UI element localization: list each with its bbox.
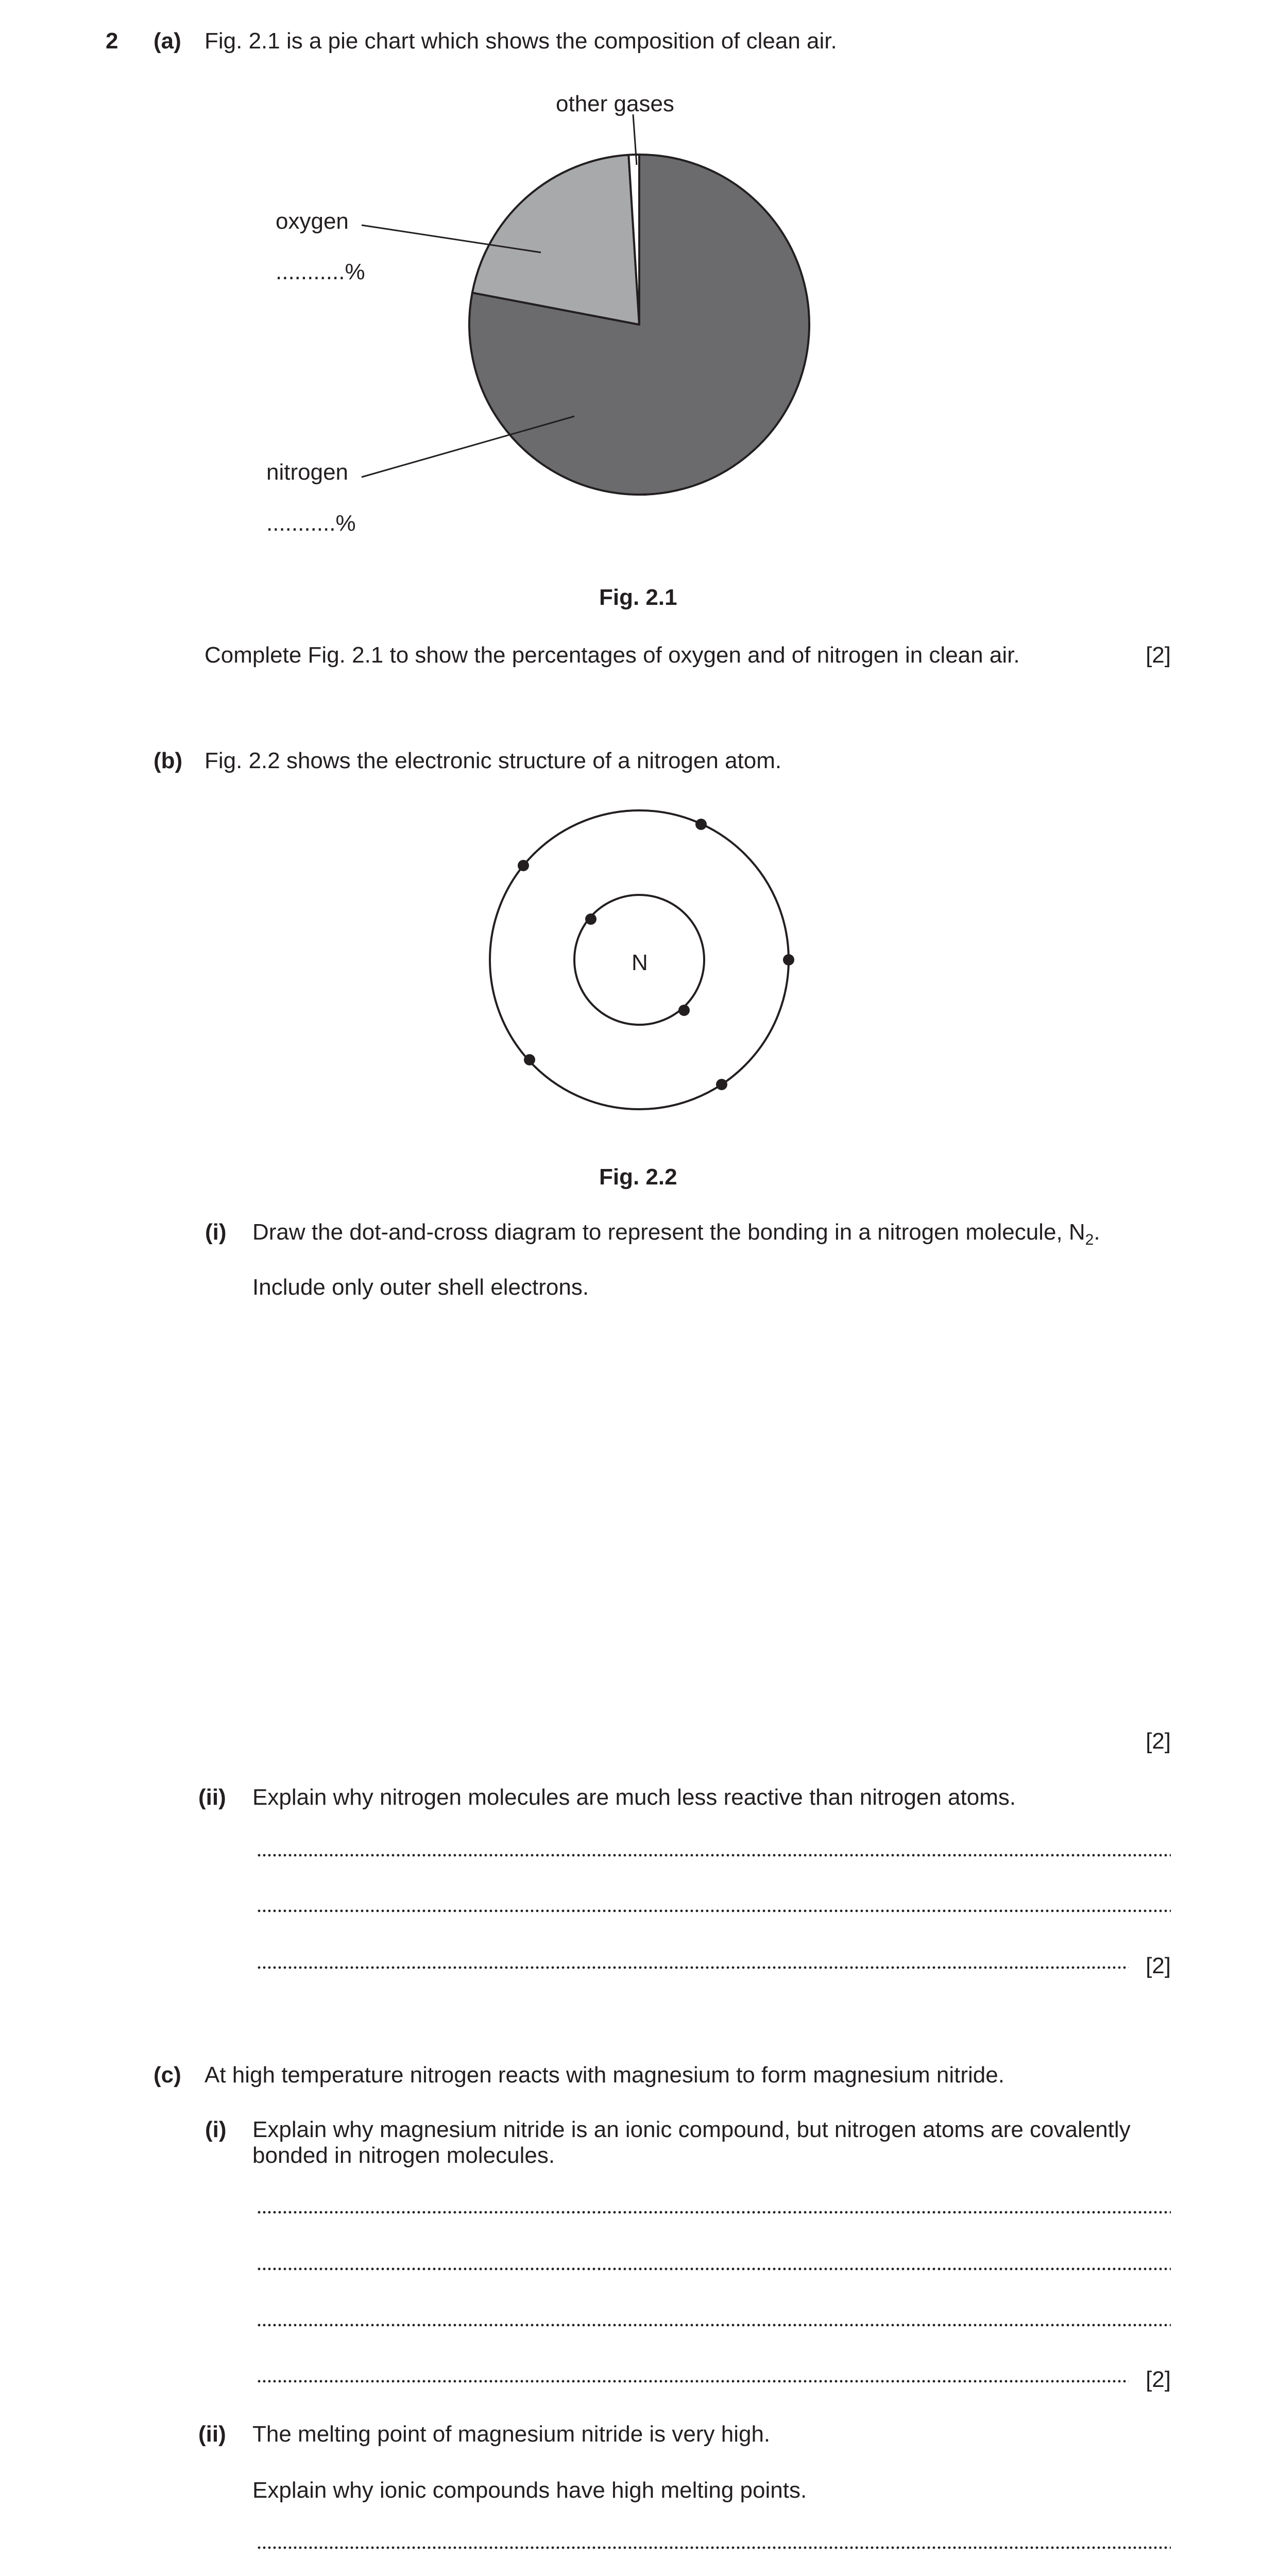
answer-line[interactable] — [257, 2542, 1171, 2553]
answer-line[interactable] — [257, 1850, 1171, 1861]
part-c-ii-explain: Explain why ionic compounds have high melting points. — [252, 2478, 807, 2503]
part-b-ii-text: Explain why nitrogen molecules are much less reactive than nitrogen atoms. — [252, 1785, 1016, 1810]
label-oxygen: oxygen — [276, 209, 349, 234]
part-c-i-marks: [2] — [1146, 2367, 1171, 2392]
part-b-i-subscript: 2 — [1085, 1231, 1094, 1248]
electron-outer-1 — [695, 819, 707, 830]
part-a-instruction: Complete Fig. 2.1 to show the percentages of oxygen and of nitrogen in clean air. — [205, 642, 1020, 668]
fig-2-2-caption: Fig. 2.2 — [599, 1164, 677, 1190]
answer-line[interactable] — [257, 1905, 1171, 1917]
electron-inner-1 — [585, 913, 597, 925]
part-a-marks: [2] — [1146, 642, 1171, 668]
electron-outer-5 — [716, 1079, 727, 1090]
answer-line[interactable] — [257, 2263, 1171, 2275]
part-c-i-text-line2: bonded in nitrogen molecules. — [252, 2143, 555, 2168]
part-b-ii-marks: [2] — [1146, 1953, 1171, 1978]
answer-space-dot-cross[interactable] — [252, 1319, 1169, 1710]
part-a-label: (a) — [154, 28, 181, 54]
part-b-i-marks: [2] — [1146, 1728, 1171, 1754]
part-b-label: (b) — [154, 748, 183, 773]
part-b-ii-label: (ii) — [198, 1785, 226, 1810]
electron-outer-3 — [783, 954, 794, 965]
answer-line[interactable] — [257, 2376, 1129, 2387]
part-b-i-include: Include only outer shell electrons. — [252, 1275, 589, 1300]
answer-line[interactable] — [257, 2207, 1171, 2218]
part-c-label: (c) — [154, 2062, 181, 2088]
part-c-ii-label: (ii) — [198, 2421, 226, 2447]
fig-2-1-caption: Fig. 2.1 — [599, 585, 677, 610]
part-c-i-label: (i) — [205, 2117, 227, 2142]
part-c-ii-text: The melting point of magnesium nitride is very high. — [252, 2421, 771, 2447]
nitrogen-percent-blank: ...........% — [266, 511, 356, 536]
question-number: 2 — [106, 28, 118, 54]
answer-line[interactable] — [257, 2319, 1171, 2331]
electron-outer-4 — [524, 1054, 535, 1065]
part-b-intro: Fig. 2.2 shows the electronic structure of a nitrogen atom. — [205, 748, 782, 773]
electron-inner-2 — [678, 1005, 690, 1016]
oxygen-percent-blank: ...........% — [276, 259, 365, 284]
part-a-intro: Fig. 2.1 is a pie chart which shows the composition of clean air. — [205, 28, 837, 54]
answer-line[interactable] — [257, 1962, 1129, 1973]
part-b-i-text — [252, 1219, 1100, 1248]
part-c-intro: At high temperature nitrogen reacts with magnesium to form magnesium nitride. — [205, 2062, 1004, 2088]
label-nitrogen: nitrogen — [266, 460, 349, 485]
electron-outer-2 — [518, 860, 529, 871]
atom-symbol: N — [632, 950, 648, 975]
part-c-i-text-line1: Explain why magnesium nitride is an ionic compound, but nitrogen atoms are covalently — [252, 2117, 1131, 2142]
part-b-i-label: (i) — [205, 1219, 227, 1245]
part-b-i-text-main: Draw the dot-and-cross diagram to represent the bonding in a nitrogen molecule, N — [252, 1219, 1085, 1245]
part-b-i-text-end: . — [1094, 1219, 1100, 1245]
label-other-gases: other gases — [556, 91, 674, 116]
pie-chart — [0, 0, 1278, 587]
